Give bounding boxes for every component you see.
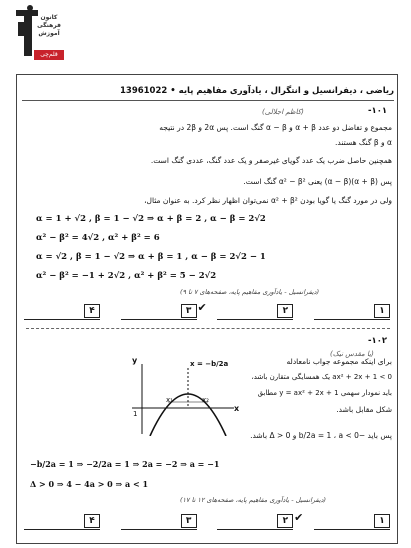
- header-divider: [22, 100, 394, 101]
- root-label: x₁: [166, 396, 173, 404]
- reference-note: (دیفرانسیل - یادآوری مفاهیم پایه، صفحه‌های ۷ تا ۹): [180, 288, 320, 296]
- solution-line: ولی در مورد گنگ یا گویا بودن α² + β² نمی‌توان اظهار نظر کرد. به عنوان مثال،: [144, 196, 392, 205]
- solution-line: مجموع و تفاضل دو عدد α + β و α − β گنگ است. پس 2α و 2β در نتیجه: [159, 123, 392, 132]
- answer-option[interactable]: [314, 514, 390, 530]
- answer-option[interactable]: [121, 514, 197, 530]
- answer-options: [24, 511, 390, 530]
- answer-box: ۳: [181, 304, 197, 318]
- solution-line: شکل مقابل باشد.: [336, 405, 392, 414]
- math-line: α = √2 , β = 1 − √2 ⇒ α + β = 1 , α − β = 2√2 − 1: [36, 252, 266, 262]
- math-line: α² − β² = −1 + 2√2 , α² + β² = 5 − 2√2: [36, 271, 217, 281]
- solution-line: پس باید −b/2a = 1 ، a < 0 و Δ > 0 باشد.: [250, 431, 392, 440]
- answer-options: [24, 301, 390, 320]
- answer-box: ۴: [84, 304, 100, 318]
- answer-box: ۳: [181, 514, 197, 528]
- answer-box: ۱: [374, 304, 390, 318]
- check-icon: ✔: [294, 511, 304, 524]
- y-axis-label: y: [132, 356, 138, 365]
- reference-note: (دیفرانسیل - یادآوری مفاهیم پایه، صفحه‌های ۱۲ تا ۱۷): [180, 496, 327, 504]
- origin-label: 1: [133, 410, 138, 418]
- answer-option[interactable]: [314, 304, 390, 320]
- math-line: α = 1 + √2 , β = 1 − √2 ⇒ α + β = 2 , α − β = 2√2: [36, 214, 266, 224]
- vertex-label: x = −b/2a: [190, 360, 229, 368]
- answer-box: ۴: [84, 514, 100, 528]
- math-line: α² − β² = 4√2 , α² + β² = 6: [36, 233, 160, 243]
- answer-box: ۲: [277, 514, 293, 528]
- logo-line1: کانون: [40, 14, 58, 21]
- solution-line: پس (α + β)(α − β) یعنی α² − β² گنگ است.: [243, 177, 392, 186]
- solution-line: برای اینکه مجموعه جواب نامعادله: [286, 357, 392, 366]
- logo-line2: فرهنگی: [37, 22, 61, 29]
- math-line: Δ > 0 ⇒ 4 − 4a > 0 ⇒ a < 1: [30, 479, 149, 489]
- solution-line: همچنین حاصل ضرب یک عدد گویای غیرصفر و یک عدد گنگ، عددی گنگ است.: [150, 156, 392, 165]
- question-author: (یا مقدس نیک): [330, 350, 374, 358]
- answer-option[interactable]: [217, 511, 304, 530]
- answer-box: ۲: [277, 304, 293, 318]
- logo-text: [32, 14, 66, 38]
- question-author: (کاظم اجلالی): [262, 108, 304, 116]
- math-line: −b/2a = 1 ⇒ −2/2a = 1 ⇒ 2a = −2 ⇒ a = −1: [30, 459, 220, 469]
- logo-line3: آموزش: [38, 30, 60, 37]
- parabola-graph: [128, 358, 238, 436]
- logo-tag: قلم‌چی: [34, 50, 64, 60]
- page-title: ریاضی ، دیفرانسیل و انتگرال ، یادآوری مفاهیم پایه • 13961022: [119, 86, 394, 96]
- answer-option[interactable]: [24, 514, 100, 530]
- x-axis-label: x: [234, 404, 240, 413]
- solution-line: ax² + 2x + 1 < 0 یک همسایگی متقارن باشد،: [251, 373, 392, 381]
- check-icon: ✔: [197, 301, 207, 314]
- question-number: -۱۰۱: [368, 106, 388, 116]
- answer-option[interactable]: [121, 301, 207, 320]
- answer-box: ۱: [374, 514, 390, 528]
- question-number: -۱۰۲: [368, 336, 388, 346]
- root-label: x₂: [202, 396, 209, 404]
- solution-line: باید نمودار سهمی y = ax² + 2x + 1 مطابق: [257, 389, 392, 397]
- answer-option[interactable]: [24, 304, 100, 320]
- answer-option[interactable]: [217, 304, 293, 320]
- solution-line: α و β گنگ هستند.: [335, 138, 392, 147]
- question-separator: [26, 328, 390, 329]
